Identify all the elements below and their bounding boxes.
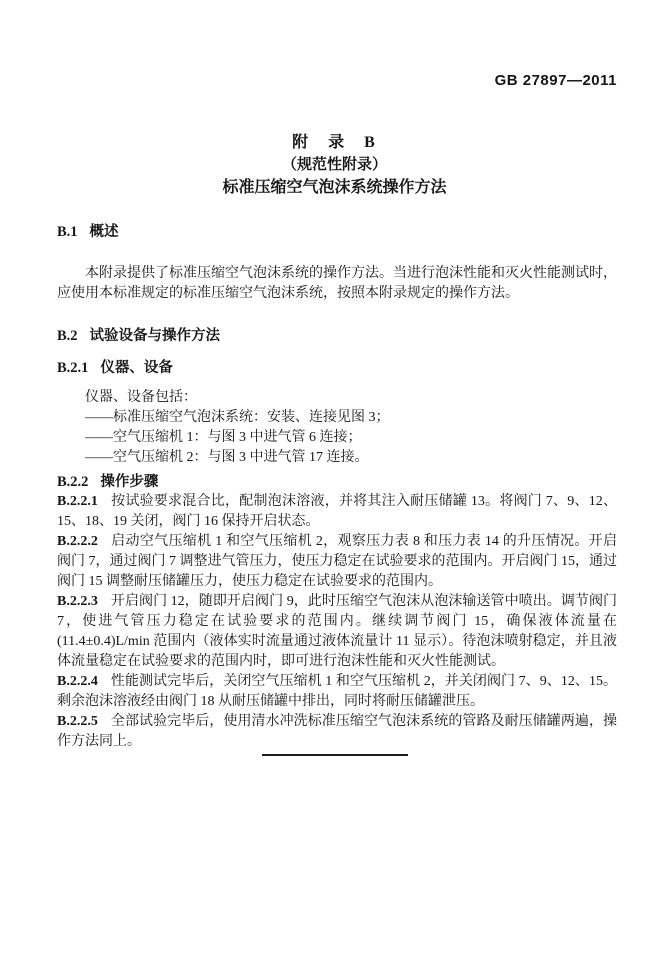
step-text: 按试验要求混合比，配制泡沫溶液，并将其注入耐压储罐 13。将阀门 7、9、12、15、18、19 关闭，阀门 16 保持开启状态。 [57,494,617,529]
document-body [57,222,617,752]
appendix-title-block [0,132,669,199]
section-b21-title: 仪器、设备 [100,360,173,376]
section-b22-heading [57,472,617,492]
equipment-item: ——空气压缩机 1：与图 3 中进气管 6 连接； [85,430,362,445]
step-text: 启动空气压缩机 1 和空气压缩机 2，观察压力表 8 和压力表 14 的升压情况。开启阀门 7，通过阀门 7 调整进气管压力，使压力稳定在试验要求的范围内。开启阀门 15，通过阀门 15 调整耐压储罐压力，使压力稳定在试验要求的范围内。 [57,534,617,589]
standard-number: GB 27897—2011 [494,72,617,89]
section-b1-title: 概述 [89,224,119,240]
section-b1-paragraph: 本附录提供了标准压缩空气泡沫系统的操作方法。当进行泡沫性能和灭火性能测试时，应使用本标准规定的标准压缩空气泡沫系统，按照本附录规定的操作方法。 [57,266,617,301]
step-number: B.2.2.1 [57,494,98,509]
step-number: B.2.2.3 [57,594,98,609]
step-number: B.2.2.4 [57,674,98,689]
step-text: 性能测试完毕后，关闭空气压缩机 1 和空气压缩机 2，并关闭阀门 7、9、12、15。剩余泡沫溶液经由阀门 18 从耐压储罐中排出，同时将耐压储罐泄压。 [57,674,617,709]
step-number: B.2.2.2 [57,534,98,549]
appendix-title: 附 录 B [292,134,377,151]
section-b1-number: B.1 [57,224,78,240]
section-b21-number: B.2.1 [57,360,89,376]
section-b21-heading [57,358,617,378]
section-b2-number: B.2 [57,328,78,344]
procedure-step [57,532,617,592]
equipment-lead: 仪器、设备包括： [85,390,197,405]
step-text: 全部试验完毕后，使用清水冲洗标准压缩空气泡沫系统的管路及耐压储罐两遍，操作方法同上。 [57,714,617,749]
procedure-step [57,592,617,672]
appendix-name: 标准压缩空气泡沫系统操作方法 [222,179,447,196]
equipment-item: ——标准压缩空气泡沫系统：安装、连接见图 3； [85,410,390,425]
section-b1-heading [57,222,617,242]
section-b2-title: 试验设备与操作方法 [89,328,221,344]
section-b2-heading [57,326,617,346]
procedure-step [57,672,617,712]
procedure-step [57,712,617,752]
section-b22-title: 操作步骤 [100,474,159,490]
procedure-step [57,492,617,532]
section-b22-number: B.2.2 [57,474,89,490]
step-number: B.2.2.5 [57,714,98,729]
appendix-subtitle: （规范性附录） [281,157,387,173]
end-of-text-rule [262,754,408,756]
step-text: 开启阀门 12，随即开启阀门 9，此时压缩空气泡沫从泡沫输送管中喷出。调节阀门 7，使进气管压力稳定在试验要求的范围内。继续调节阀门 15，确保液体流量在(11.4±0.4)L/min 范围内（液体实时流量通过液体流量计 11 显示）。待泡沫喷射稳定，并且液体流量稳定在试验要求的范围内时，即可进行泡沫性能和灭火性能测试。 [57,594,617,669]
equipment-item: ——空气压缩机 2：与图 3 中进气管 17 连接。 [85,450,369,465]
